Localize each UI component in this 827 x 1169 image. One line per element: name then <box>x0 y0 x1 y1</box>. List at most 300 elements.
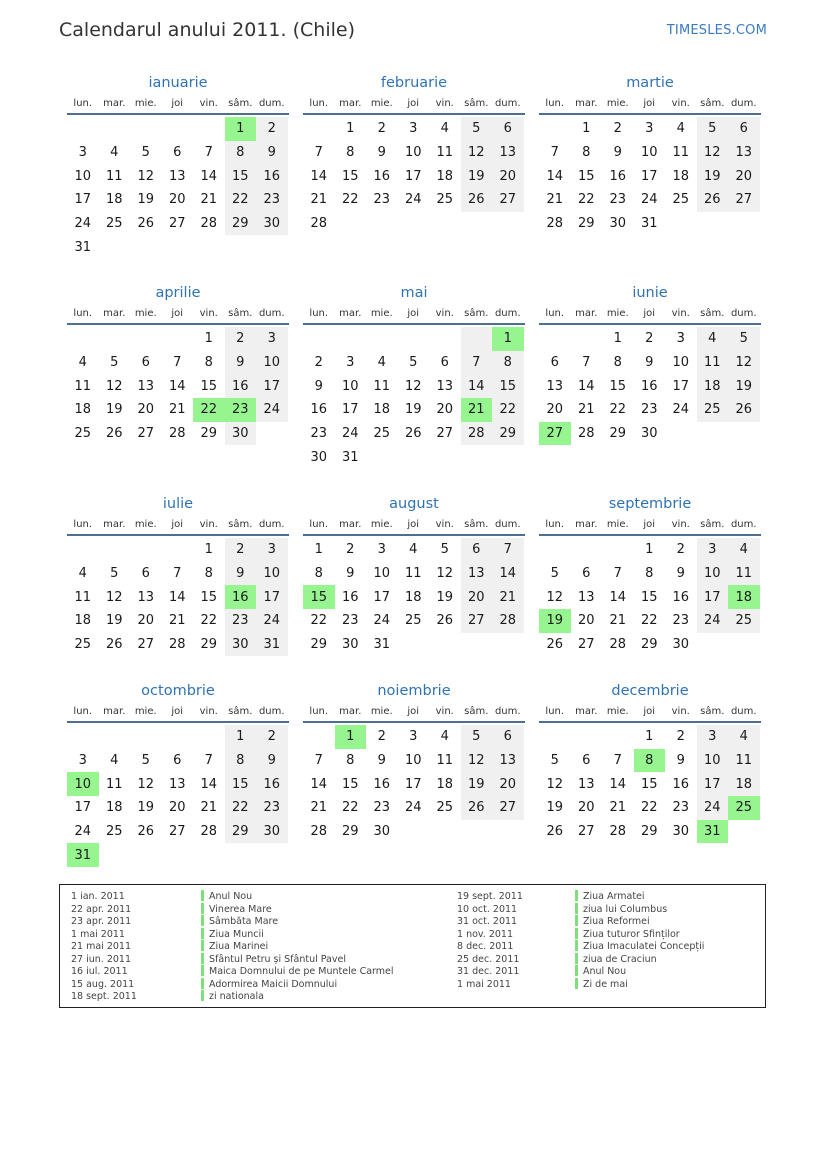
day-cell[interactable]: 3 <box>409 121 418 137</box>
day-cell[interactable]: 8 <box>314 566 323 582</box>
day-cell[interactable]: 11 <box>728 749 760 773</box>
day-cell[interactable]: 5 <box>728 327 760 351</box>
day-cell[interactable]: 26 <box>546 637 564 653</box>
day-cell[interactable]: 21 <box>461 398 493 422</box>
day-cell[interactable]: 8 <box>346 753 355 769</box>
day-cell[interactable]: 2 <box>225 327 257 351</box>
day-cell[interactable]: 4 <box>78 566 87 582</box>
day-cell[interactable]: 16 <box>341 589 359 605</box>
day-cell[interactable]: 23 <box>640 402 658 418</box>
day-cell[interactable]: 23 <box>256 188 288 212</box>
day-cell[interactable]: 24 <box>341 426 359 442</box>
day-cell[interactable]: 10 <box>256 562 288 586</box>
day-cell[interactable]: 6 <box>582 566 591 582</box>
day-cell[interactable]: 13 <box>461 562 493 586</box>
day-cell[interactable]: 31 <box>640 216 658 232</box>
day-cell[interactable]: 2 <box>225 538 257 562</box>
day-cell[interactable]: 5 <box>550 566 559 582</box>
day-cell[interactable]: 4 <box>728 725 760 749</box>
day-cell[interactable]: 28 <box>609 637 627 653</box>
day-cell[interactable]: 4 <box>676 121 685 137</box>
day-cell[interactable]: 14 <box>168 589 186 605</box>
day-cell[interactable]: 16 <box>373 776 391 792</box>
day-cell[interactable]: 5 <box>110 566 119 582</box>
day-cell[interactable]: 28 <box>200 216 218 232</box>
day-cell[interactable]: 20 <box>577 800 595 816</box>
day-cell[interactable]: 20 <box>436 402 454 418</box>
day-cell[interactable]: 1 <box>645 542 654 558</box>
day-cell[interactable]: 22 <box>341 800 359 816</box>
day-cell[interactable]: 1 <box>204 331 213 347</box>
day-cell[interactable]: 4 <box>728 538 760 562</box>
day-cell[interactable]: 2 <box>314 355 323 371</box>
day-cell[interactable]: 13 <box>137 589 155 605</box>
day-cell[interactable]: 16 <box>225 374 257 398</box>
day-cell[interactable]: 15 <box>341 168 359 184</box>
day-cell[interactable]: 27 <box>137 426 155 442</box>
day-cell[interactable]: 1 <box>204 542 213 558</box>
day-cell[interactable]: 13 <box>492 749 524 773</box>
day-cell[interactable]: 3 <box>346 355 355 371</box>
day-cell[interactable]: 12 <box>546 589 564 605</box>
day-cell[interactable]: 3 <box>78 753 87 769</box>
day-cell[interactable]: 26 <box>461 796 493 820</box>
day-cell[interactable]: 10 <box>672 355 690 371</box>
day-cell[interactable]: 26 <box>105 637 123 653</box>
day-cell[interactable]: 31 <box>74 239 92 255</box>
day-cell[interactable]: 29 <box>492 422 524 446</box>
day-cell[interactable]: 10 <box>640 145 658 161</box>
day-cell[interactable]: 18 <box>672 168 690 184</box>
day-cell[interactable]: 15 <box>200 589 218 605</box>
day-cell[interactable]: 21 <box>609 613 627 629</box>
day-cell[interactable]: 3 <box>78 145 87 161</box>
day-cell[interactable]: 17 <box>640 168 658 184</box>
day-cell[interactable]: 20 <box>492 772 524 796</box>
day-cell[interactable]: 9 <box>676 566 685 582</box>
day-cell[interactable]: 5 <box>409 355 418 371</box>
day-cell[interactable]: 28 <box>546 216 564 232</box>
day-cell[interactable]: 11 <box>105 776 123 792</box>
day-cell[interactable]: 24 <box>74 216 92 232</box>
day-cell[interactable]: 27 <box>137 637 155 653</box>
day-cell[interactable]: 31 <box>67 843 99 867</box>
day-cell[interactable]: 5 <box>141 145 150 161</box>
day-cell[interactable]: 14 <box>200 168 218 184</box>
day-cell[interactable]: 6 <box>173 753 182 769</box>
day-cell[interactable]: 12 <box>137 168 155 184</box>
day-cell[interactable]: 17 <box>341 402 359 418</box>
day-cell[interactable]: 4 <box>697 327 729 351</box>
day-cell[interactable]: 28 <box>168 426 186 442</box>
day-cell[interactable]: 20 <box>492 164 524 188</box>
day-cell[interactable]: 13 <box>577 589 595 605</box>
day-cell[interactable]: 11 <box>436 753 454 769</box>
day-cell[interactable]: 21 <box>310 192 328 208</box>
day-cell[interactable]: 26 <box>697 188 729 212</box>
day-cell[interactable]: 1 <box>225 117 257 141</box>
day-cell[interactable]: 28 <box>168 637 186 653</box>
day-cell[interactable]: 10 <box>341 378 359 394</box>
day-cell[interactable]: 3 <box>377 542 386 558</box>
day-cell[interactable]: 19 <box>105 613 123 629</box>
day-cell[interactable]: 25 <box>373 426 391 442</box>
day-cell[interactable]: 9 <box>256 141 288 165</box>
day-cell[interactable]: 6 <box>173 145 182 161</box>
day-cell[interactable]: 29 <box>200 426 218 442</box>
day-cell[interactable]: 14 <box>609 589 627 605</box>
day-cell[interactable]: 28 <box>310 216 328 232</box>
day-cell[interactable]: 11 <box>373 378 391 394</box>
day-cell[interactable]: 18 <box>105 192 123 208</box>
day-cell[interactable]: 2 <box>676 729 685 745</box>
day-cell[interactable]: 31 <box>373 637 391 653</box>
day-cell[interactable]: 6 <box>728 117 760 141</box>
day-cell[interactable]: 19 <box>461 772 493 796</box>
day-cell[interactable]: 10 <box>697 562 729 586</box>
day-cell[interactable]: 9 <box>377 145 386 161</box>
day-cell[interactable]: 17 <box>697 585 729 609</box>
day-cell[interactable]: 7 <box>461 351 493 375</box>
day-cell[interactable]: 22 <box>310 613 328 629</box>
day-cell[interactable]: 12 <box>137 776 155 792</box>
day-cell[interactable]: 23 <box>225 398 257 422</box>
day-cell[interactable]: 2 <box>613 121 622 137</box>
day-cell[interactable]: 20 <box>461 585 493 609</box>
day-cell[interactable]: 6 <box>582 753 591 769</box>
day-cell[interactable]: 28 <box>200 824 218 840</box>
day-cell[interactable]: 22 <box>200 613 218 629</box>
day-cell[interactable]: 7 <box>550 145 559 161</box>
day-cell[interactable]: 23 <box>310 426 328 442</box>
day-cell[interactable]: 6 <box>141 566 150 582</box>
day-cell[interactable]: 31 <box>697 820 729 844</box>
day-cell[interactable]: 17 <box>672 378 690 394</box>
day-cell[interactable]: 24 <box>256 609 288 633</box>
day-cell[interactable]: 18 <box>373 402 391 418</box>
day-cell[interactable]: 6 <box>550 355 559 371</box>
day-cell[interactable]: 15 <box>303 585 335 609</box>
day-cell[interactable]: 1 <box>613 331 622 347</box>
day-cell[interactable]: 22 <box>193 398 225 422</box>
day-cell[interactable]: 11 <box>728 562 760 586</box>
day-cell[interactable]: 3 <box>645 121 654 137</box>
day-cell[interactable]: 6 <box>492 725 524 749</box>
day-cell[interactable]: 15 <box>640 589 658 605</box>
day-cell[interactable]: 2 <box>676 542 685 558</box>
day-cell[interactable]: 23 <box>225 609 257 633</box>
day-cell[interactable]: 27 <box>577 637 595 653</box>
day-cell[interactable]: 7 <box>173 566 182 582</box>
day-cell[interactable]: 16 <box>373 168 391 184</box>
day-cell[interactable]: 18 <box>105 800 123 816</box>
day-cell[interactable]: 10 <box>67 772 99 796</box>
day-cell[interactable]: 27 <box>461 609 493 633</box>
day-cell[interactable]: 26 <box>137 216 155 232</box>
day-cell[interactable]: 23 <box>373 192 391 208</box>
day-cell[interactable]: 19 <box>697 164 729 188</box>
day-cell[interactable]: 19 <box>404 402 422 418</box>
day-cell[interactable]: 2 <box>256 725 288 749</box>
day-cell[interactable]: 12 <box>697 141 729 165</box>
day-cell[interactable]: 12 <box>105 589 123 605</box>
day-cell[interactable]: 22 <box>640 800 658 816</box>
day-cell[interactable]: 24 <box>697 609 729 633</box>
day-cell[interactable]: 30 <box>256 212 288 236</box>
day-cell[interactable]: 25 <box>404 613 422 629</box>
day-cell[interactable]: 10 <box>404 145 422 161</box>
day-cell[interactable]: 4 <box>78 355 87 371</box>
day-cell[interactable]: 10 <box>404 753 422 769</box>
day-cell[interactable]: 5 <box>141 753 150 769</box>
day-cell[interactable]: 30 <box>341 637 359 653</box>
day-cell[interactable]: 29 <box>225 212 257 236</box>
day-cell[interactable]: 24 <box>74 824 92 840</box>
day-cell[interactable]: 20 <box>168 192 186 208</box>
day-cell[interactable]: 20 <box>168 800 186 816</box>
day-cell[interactable]: 11 <box>436 145 454 161</box>
day-cell[interactable]: 8 <box>645 566 654 582</box>
day-cell[interactable]: 2 <box>377 729 386 745</box>
day-cell[interactable]: 8 <box>492 351 524 375</box>
day-cell[interactable]: 18 <box>436 168 454 184</box>
day-cell[interactable]: 27 <box>539 422 571 446</box>
day-cell[interactable]: 12 <box>105 378 123 394</box>
day-cell[interactable]: 16 <box>310 402 328 418</box>
day-cell[interactable]: 21 <box>577 402 595 418</box>
day-cell[interactable]: 11 <box>404 566 422 582</box>
day-cell[interactable]: 8 <box>204 355 213 371</box>
day-cell[interactable]: 12 <box>546 776 564 792</box>
day-cell[interactable]: 10 <box>373 566 391 582</box>
day-cell[interactable]: 6 <box>440 355 449 371</box>
day-cell[interactable]: 24 <box>373 613 391 629</box>
day-cell[interactable]: 5 <box>440 542 449 558</box>
day-cell[interactable]: 25 <box>697 398 729 422</box>
day-cell[interactable]: 22 <box>492 398 524 422</box>
day-cell[interactable]: 6 <box>461 538 493 562</box>
day-cell[interactable]: 22 <box>341 192 359 208</box>
day-cell[interactable]: 2 <box>645 331 654 347</box>
day-cell[interactable]: 24 <box>697 796 729 820</box>
day-cell[interactable]: 3 <box>676 331 685 347</box>
day-cell[interactable]: 31 <box>256 633 288 657</box>
day-cell[interactable]: 19 <box>105 402 123 418</box>
day-cell[interactable]: 30 <box>225 633 257 657</box>
day-cell[interactable]: 29 <box>640 637 658 653</box>
day-cell[interactable]: 4 <box>377 355 386 371</box>
day-cell[interactable]: 14 <box>168 378 186 394</box>
day-cell[interactable]: 8 <box>613 355 622 371</box>
day-cell[interactable]: 18 <box>728 772 760 796</box>
day-cell[interactable]: 16 <box>225 585 257 609</box>
day-cell[interactable]: 27 <box>492 796 524 820</box>
day-cell[interactable]: 13 <box>168 168 186 184</box>
day-cell[interactable]: 19 <box>137 800 155 816</box>
day-cell[interactable]: 27 <box>492 188 524 212</box>
day-cell[interactable]: 17 <box>404 776 422 792</box>
day-cell[interactable]: 13 <box>728 141 760 165</box>
day-cell[interactable]: 15 <box>225 164 257 188</box>
day-cell[interactable]: 12 <box>404 378 422 394</box>
day-cell[interactable]: 11 <box>697 351 729 375</box>
day-cell[interactable]: 29 <box>640 824 658 840</box>
day-cell[interactable]: 20 <box>137 613 155 629</box>
day-cell[interactable]: 25 <box>105 216 123 232</box>
day-cell[interactable]: 15 <box>492 374 524 398</box>
day-cell[interactable]: 17 <box>404 168 422 184</box>
day-cell[interactable]: 7 <box>492 538 524 562</box>
day-cell[interactable]: 14 <box>609 776 627 792</box>
day-cell[interactable]: 22 <box>225 188 257 212</box>
day-cell[interactable]: 28 <box>577 426 595 442</box>
day-cell[interactable]: 23 <box>609 192 627 208</box>
day-cell[interactable]: 25 <box>728 796 760 820</box>
day-cell[interactable]: 30 <box>640 426 658 442</box>
day-cell[interactable]: 8 <box>204 566 213 582</box>
day-cell[interactable]: 19 <box>461 164 493 188</box>
day-cell[interactable]: 16 <box>256 772 288 796</box>
day-cell[interactable]: 4 <box>409 542 418 558</box>
day-cell[interactable]: 16 <box>256 164 288 188</box>
day-cell[interactable]: 11 <box>74 378 92 394</box>
day-cell[interactable]: 24 <box>404 192 422 208</box>
day-cell[interactable]: 4 <box>440 729 449 745</box>
day-cell[interactable]: 15 <box>200 378 218 394</box>
day-cell[interactable]: 1 <box>346 121 355 137</box>
day-cell[interactable]: 8 <box>225 141 257 165</box>
day-cell[interactable]: 1 <box>225 725 257 749</box>
day-cell[interactable]: 29 <box>310 637 328 653</box>
day-cell[interactable]: 23 <box>341 613 359 629</box>
day-cell[interactable]: 26 <box>461 188 493 212</box>
day-cell[interactable]: 11 <box>672 145 690 161</box>
day-cell[interactable]: 14 <box>577 378 595 394</box>
day-cell[interactable]: 26 <box>546 824 564 840</box>
day-cell[interactable]: 8 <box>225 749 257 773</box>
day-cell[interactable]: 16 <box>640 378 658 394</box>
day-cell[interactable]: 25 <box>436 800 454 816</box>
day-cell[interactable]: 19 <box>137 192 155 208</box>
day-cell[interactable]: 13 <box>168 776 186 792</box>
day-cell[interactable]: 23 <box>672 613 690 629</box>
day-cell[interactable]: 27 <box>436 426 454 442</box>
day-cell[interactable]: 29 <box>225 820 257 844</box>
day-cell[interactable]: 25 <box>74 637 92 653</box>
day-cell[interactable]: 3 <box>697 725 729 749</box>
day-cell[interactable]: 22 <box>577 192 595 208</box>
day-cell[interactable]: 7 <box>613 753 622 769</box>
day-cell[interactable]: 21 <box>168 613 186 629</box>
day-cell[interactable]: 5 <box>550 753 559 769</box>
day-cell[interactable]: 13 <box>546 378 564 394</box>
day-cell[interactable]: 26 <box>105 426 123 442</box>
day-cell[interactable]: 15 <box>577 168 595 184</box>
day-cell[interactable]: 1 <box>645 729 654 745</box>
day-cell[interactable]: 14 <box>310 776 328 792</box>
day-cell[interactable]: 26 <box>728 398 760 422</box>
day-cell[interactable]: 20 <box>546 402 564 418</box>
day-cell[interactable]: 22 <box>609 402 627 418</box>
day-cell[interactable]: 1 <box>582 121 591 137</box>
day-cell[interactable]: 9 <box>314 378 323 394</box>
day-cell[interactable]: 3 <box>697 538 729 562</box>
day-cell[interactable]: 25 <box>105 824 123 840</box>
day-cell[interactable]: 22 <box>225 796 257 820</box>
day-cell[interactable]: 11 <box>74 589 92 605</box>
day-cell[interactable]: 30 <box>672 824 690 840</box>
day-cell[interactable]: 30 <box>609 216 627 232</box>
day-cell[interactable]: 18 <box>74 402 92 418</box>
day-cell[interactable]: 26 <box>137 824 155 840</box>
day-cell[interactable]: 7 <box>314 753 323 769</box>
day-cell[interactable]: 12 <box>728 351 760 375</box>
day-cell[interactable]: 7 <box>204 753 213 769</box>
day-cell[interactable]: 3 <box>256 327 288 351</box>
day-cell[interactable]: 12 <box>461 141 493 165</box>
day-cell[interactable]: 24 <box>672 402 690 418</box>
day-cell[interactable]: 29 <box>577 216 595 232</box>
day-cell[interactable]: 17 <box>74 192 92 208</box>
day-cell[interactable]: 27 <box>168 824 186 840</box>
day-cell[interactable]: 17 <box>256 374 288 398</box>
day-cell[interactable]: 1 <box>492 327 524 351</box>
day-cell[interactable]: 15 <box>341 776 359 792</box>
day-cell[interactable]: 18 <box>728 585 760 609</box>
site-link[interactable]: TIMESLES.COM <box>666 23 767 38</box>
day-cell[interactable]: 13 <box>137 378 155 394</box>
day-cell[interactable]: 7 <box>613 566 622 582</box>
day-cell[interactable]: 19 <box>728 374 760 398</box>
day-cell[interactable]: 7 <box>204 145 213 161</box>
day-cell[interactable]: 3 <box>409 729 418 745</box>
day-cell[interactable]: 5 <box>461 725 493 749</box>
day-cell[interactable]: 30 <box>310 449 328 465</box>
day-cell[interactable]: 27 <box>577 824 595 840</box>
day-cell[interactable]: 2 <box>256 117 288 141</box>
day-cell[interactable]: 5 <box>697 117 729 141</box>
day-cell[interactable]: 3 <box>256 538 288 562</box>
day-cell[interactable]: 4 <box>440 121 449 137</box>
day-cell[interactable]: 28 <box>461 422 493 446</box>
day-cell[interactable]: 27 <box>728 188 760 212</box>
day-cell[interactable]: 13 <box>577 776 595 792</box>
day-cell[interactable]: 19 <box>436 589 454 605</box>
day-cell[interactable]: 21 <box>310 800 328 816</box>
day-cell[interactable]: 28 <box>310 824 328 840</box>
day-cell[interactable]: 21 <box>200 192 218 208</box>
day-cell[interactable]: 30 <box>672 637 690 653</box>
day-cell[interactable]: 6 <box>492 117 524 141</box>
day-cell[interactable]: 17 <box>697 772 729 796</box>
day-cell[interactable]: 8 <box>346 145 355 161</box>
day-cell[interactable]: 13 <box>492 141 524 165</box>
day-cell[interactable]: 24 <box>256 398 288 422</box>
day-cell[interactable]: 30 <box>225 422 257 446</box>
day-cell[interactable]: 7 <box>314 145 323 161</box>
day-cell[interactable]: 9 <box>645 355 654 371</box>
day-cell[interactable]: 10 <box>697 749 729 773</box>
day-cell[interactable]: 21 <box>546 192 564 208</box>
day-cell[interactable]: 7 <box>173 355 182 371</box>
day-cell[interactable]: 15 <box>640 776 658 792</box>
day-cell[interactable]: 5 <box>110 355 119 371</box>
day-cell[interactable]: 9 <box>377 753 386 769</box>
day-cell[interactable]: 21 <box>609 800 627 816</box>
day-cell[interactable]: 4 <box>110 753 119 769</box>
day-cell[interactable]: 19 <box>539 609 571 633</box>
day-cell[interactable]: 20 <box>577 613 595 629</box>
